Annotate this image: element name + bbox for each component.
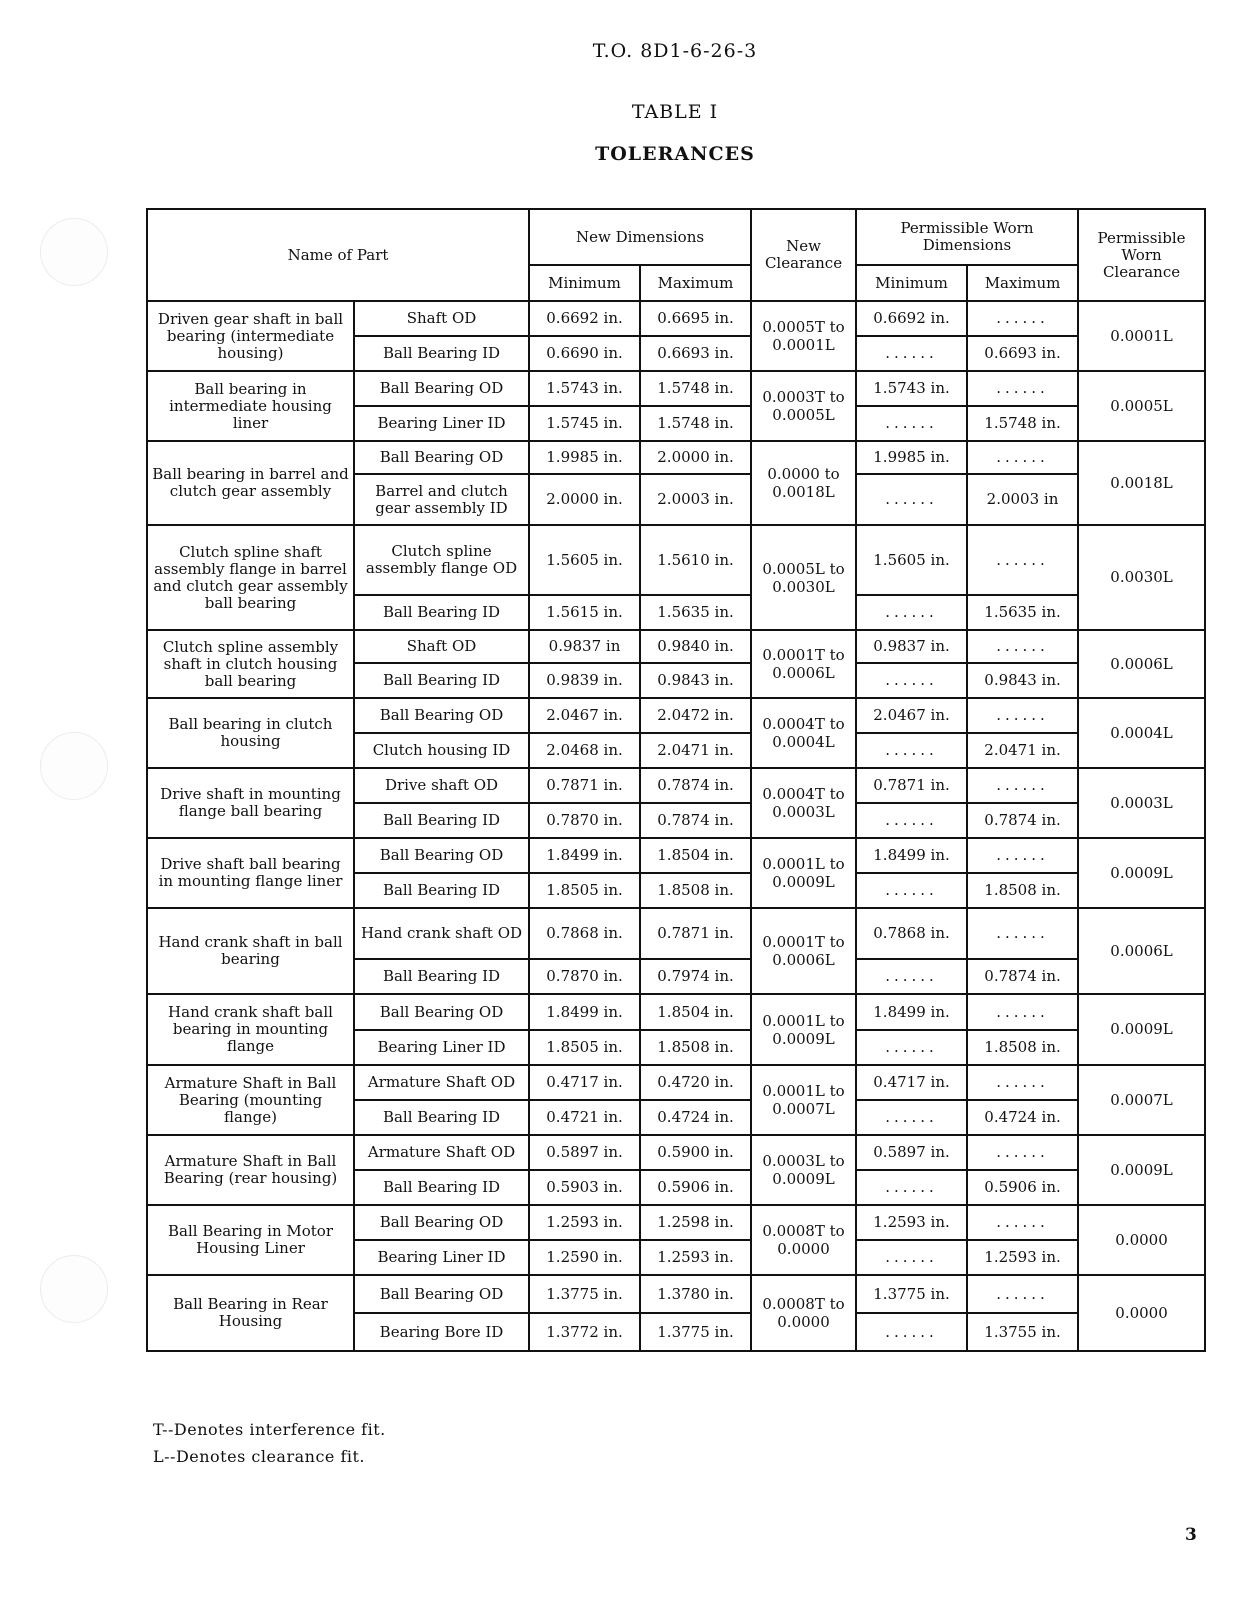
worn-maximum: 0.4724 in. bbox=[967, 1100, 1078, 1135]
new-clearance: 0.0000 to 0.0018L bbox=[751, 441, 856, 525]
header-new-maximum: Maximum bbox=[640, 265, 751, 301]
worn-maximum: 2.0003 in bbox=[967, 474, 1078, 525]
table-row bbox=[147, 994, 1205, 1030]
worn-maximum: ...... bbox=[967, 698, 1078, 733]
header-permissible-worn-dimensions: Permissible Worn Dimensions bbox=[856, 209, 1078, 265]
sub-part-name: Barrel and clutch gear assembly ID bbox=[354, 474, 529, 525]
new-maximum: 1.5610 in. bbox=[640, 525, 751, 595]
header-worn-minimum: Minimum bbox=[856, 265, 967, 301]
part-name: Ball Bearing in Rear Housing bbox=[147, 1275, 354, 1351]
new-maximum: 1.5748 in. bbox=[640, 371, 751, 406]
worn-clearance: 0.0000 bbox=[1078, 1205, 1205, 1275]
worn-minimum: 0.6692 in. bbox=[856, 301, 967, 336]
new-maximum: 0.6693 in. bbox=[640, 336, 751, 371]
part-name: Armature Shaft in Ball Bearing (rear housing) bbox=[147, 1135, 354, 1205]
sub-part-name: Clutch housing ID bbox=[354, 733, 529, 768]
binder-hole-middle bbox=[40, 732, 108, 800]
new-minimum: 0.7868 in. bbox=[529, 908, 640, 959]
sub-part-name: Ball Bearing OD bbox=[354, 838, 529, 873]
sub-part-name: Ball Bearing OD bbox=[354, 441, 529, 474]
part-name: Armature Shaft in Ball Bearing (mounting flange) bbox=[147, 1065, 354, 1135]
new-maximum: 2.0000 in. bbox=[640, 441, 751, 474]
worn-minimum: 1.8499 in. bbox=[856, 838, 967, 873]
table-row bbox=[147, 301, 1205, 336]
worn-minimum: ...... bbox=[856, 474, 967, 525]
worn-maximum: ...... bbox=[967, 1205, 1078, 1240]
new-maximum: 1.8504 in. bbox=[640, 838, 751, 873]
new-maximum: 0.7874 in. bbox=[640, 803, 751, 838]
part-name: Ball bearing in clutch housing bbox=[147, 698, 354, 768]
table-row bbox=[147, 838, 1205, 873]
sub-part-name: Ball Bearing ID bbox=[354, 336, 529, 371]
new-minimum: 2.0000 in. bbox=[529, 474, 640, 525]
new-minimum: 0.5903 in. bbox=[529, 1170, 640, 1205]
new-maximum: 1.3780 in. bbox=[640, 1275, 751, 1313]
sub-part-name: Bearing Liner ID bbox=[354, 406, 529, 441]
worn-minimum: ...... bbox=[856, 1240, 967, 1275]
part-name: Hand crank shaft in ball bearing bbox=[147, 908, 354, 994]
sub-part-name: Ball Bearing OD bbox=[354, 1275, 529, 1313]
sub-part-name: Armature Shaft OD bbox=[354, 1135, 529, 1170]
sub-part-name: Ball Bearing ID bbox=[354, 959, 529, 994]
new-maximum: 1.2593 in. bbox=[640, 1240, 751, 1275]
new-minimum: 0.6692 in. bbox=[529, 301, 640, 336]
new-minimum: 1.8505 in. bbox=[529, 1030, 640, 1065]
worn-maximum: ...... bbox=[967, 994, 1078, 1030]
worn-maximum: 1.8508 in. bbox=[967, 873, 1078, 908]
new-maximum: 0.4720 in. bbox=[640, 1065, 751, 1100]
table-row bbox=[147, 525, 1205, 595]
new-minimum: 0.7870 in. bbox=[529, 959, 640, 994]
new-minimum: 1.8499 in. bbox=[529, 838, 640, 873]
worn-maximum: 0.7874 in. bbox=[967, 959, 1078, 994]
worn-minimum: 0.4717 in. bbox=[856, 1065, 967, 1100]
header-new-dimensions: New Dimensions bbox=[529, 209, 751, 265]
new-minimum: 2.0467 in. bbox=[529, 698, 640, 733]
sub-part-name: Ball Bearing OD bbox=[354, 698, 529, 733]
new-clearance: 0.0004T to 0.0003L bbox=[751, 768, 856, 838]
new-minimum: 0.9837 in bbox=[529, 630, 640, 663]
page-number: 3 bbox=[1185, 1525, 1197, 1545]
new-maximum: 1.8508 in. bbox=[640, 1030, 751, 1065]
sub-part-name: Ball Bearing OD bbox=[354, 1205, 529, 1240]
worn-maximum: ...... bbox=[967, 441, 1078, 474]
table-row bbox=[147, 698, 1205, 733]
worn-maximum: ...... bbox=[967, 525, 1078, 595]
worn-minimum: 1.5605 in. bbox=[856, 525, 967, 595]
table-row bbox=[147, 371, 1205, 406]
new-clearance: 0.0001T to 0.0006L bbox=[751, 908, 856, 994]
new-minimum: 1.2590 in. bbox=[529, 1240, 640, 1275]
sub-part-name: Bearing Bore ID bbox=[354, 1313, 529, 1351]
sub-part-name: Bearing Liner ID bbox=[354, 1030, 529, 1065]
sub-part-name: Drive shaft OD bbox=[354, 768, 529, 803]
new-maximum: 0.5906 in. bbox=[640, 1170, 751, 1205]
new-minimum: 0.4721 in. bbox=[529, 1100, 640, 1135]
table-row bbox=[147, 1275, 1205, 1313]
new-maximum: 1.5748 in. bbox=[640, 406, 751, 441]
worn-clearance: 0.0003L bbox=[1078, 768, 1205, 838]
new-clearance: 0.0005T to 0.0001L bbox=[751, 301, 856, 371]
binder-hole-top bbox=[40, 218, 108, 286]
new-minimum: 1.2593 in. bbox=[529, 1205, 640, 1240]
worn-maximum: ...... bbox=[967, 1275, 1078, 1313]
new-minimum: 1.9985 in. bbox=[529, 441, 640, 474]
worn-minimum: 2.0467 in. bbox=[856, 698, 967, 733]
new-maximum: 0.7874 in. bbox=[640, 768, 751, 803]
worn-maximum: 0.6693 in. bbox=[967, 336, 1078, 371]
new-minimum: 1.3775 in. bbox=[529, 1275, 640, 1313]
new-maximum: 1.5635 in. bbox=[640, 595, 751, 630]
new-maximum: 1.2598 in. bbox=[640, 1205, 751, 1240]
worn-maximum: ...... bbox=[967, 1135, 1078, 1170]
worn-minimum: 1.3775 in. bbox=[856, 1275, 967, 1313]
worn-minimum: ...... bbox=[856, 873, 967, 908]
worn-clearance: 0.0009L bbox=[1078, 994, 1205, 1065]
header-worn-maximum: Maximum bbox=[967, 265, 1078, 301]
sub-part-name: Bearing Liner ID bbox=[354, 1240, 529, 1275]
worn-minimum: ...... bbox=[856, 1170, 967, 1205]
new-clearance: 0.0001L to 0.0009L bbox=[751, 994, 856, 1065]
worn-clearance: 0.0005L bbox=[1078, 371, 1205, 441]
worn-clearance: 0.0009L bbox=[1078, 838, 1205, 908]
worn-minimum: ...... bbox=[856, 1030, 967, 1065]
table-row bbox=[147, 1135, 1205, 1170]
worn-minimum: ...... bbox=[856, 1100, 967, 1135]
new-minimum: 1.5615 in. bbox=[529, 595, 640, 630]
worn-maximum: 1.3755 in. bbox=[967, 1313, 1078, 1351]
worn-maximum: ...... bbox=[967, 1065, 1078, 1100]
worn-maximum: ...... bbox=[967, 371, 1078, 406]
new-maximum: 0.5900 in. bbox=[640, 1135, 751, 1170]
new-maximum: 1.3775 in. bbox=[640, 1313, 751, 1351]
part-name: Clutch spline assembly shaft in clutch housing ball bearing bbox=[147, 630, 354, 698]
sub-part-name: Shaft OD bbox=[354, 630, 529, 663]
worn-minimum: 1.8499 in. bbox=[856, 994, 967, 1030]
part-name: Hand crank shaft ball bearing in mounting flange bbox=[147, 994, 354, 1065]
worn-minimum: 0.9837 in. bbox=[856, 630, 967, 663]
worn-clearance: 0.0007L bbox=[1078, 1065, 1205, 1135]
worn-maximum: ...... bbox=[967, 768, 1078, 803]
new-clearance: 0.0008T to 0.0000 bbox=[751, 1275, 856, 1351]
worn-clearance: 0.0001L bbox=[1078, 301, 1205, 371]
worn-clearance: 0.0030L bbox=[1078, 525, 1205, 630]
table-title: TABLE I bbox=[631, 101, 719, 123]
header-new-clearance: New Clearance bbox=[751, 209, 856, 301]
worn-minimum: 1.9985 in. bbox=[856, 441, 967, 474]
new-maximum: 2.0471 in. bbox=[640, 733, 751, 768]
part-name: Ball bearing in barrel and clutch gear assembly bbox=[147, 441, 354, 525]
new-minimum: 1.5743 in. bbox=[529, 371, 640, 406]
header-permissible-worn-clearance: Permissible Worn Clearance bbox=[1078, 209, 1205, 301]
tolerances-table bbox=[146, 208, 1206, 1352]
new-clearance: 0.0005L to 0.0030L bbox=[751, 525, 856, 630]
worn-minimum: ...... bbox=[856, 406, 967, 441]
table-row bbox=[147, 441, 1205, 474]
new-clearance: 0.0008T to 0.0000 bbox=[751, 1205, 856, 1275]
new-minimum: 1.3772 in. bbox=[529, 1313, 640, 1351]
worn-maximum: 1.5748 in. bbox=[967, 406, 1078, 441]
binder-hole-bottom bbox=[40, 1255, 108, 1323]
worn-maximum: ...... bbox=[967, 630, 1078, 663]
sub-part-name: Ball Bearing ID bbox=[354, 1170, 529, 1205]
table-row bbox=[147, 1205, 1205, 1240]
worn-maximum: ...... bbox=[967, 301, 1078, 336]
sub-part-name: Ball Bearing ID bbox=[354, 873, 529, 908]
sub-part-name: Ball Bearing ID bbox=[354, 663, 529, 698]
worn-maximum: 0.5906 in. bbox=[967, 1170, 1078, 1205]
new-clearance: 0.0001L to 0.0007L bbox=[751, 1065, 856, 1135]
new-maximum: 0.4724 in. bbox=[640, 1100, 751, 1135]
new-maximum: 0.9840 in. bbox=[640, 630, 751, 663]
note-clearance-fit: L--Denotes clearance fit. bbox=[153, 1447, 366, 1466]
worn-maximum: 0.7874 in. bbox=[967, 803, 1078, 838]
new-clearance: 0.0003L to 0.0009L bbox=[751, 1135, 856, 1205]
new-maximum: 0.6695 in. bbox=[640, 301, 751, 336]
document-number: T.O. 8D1-6-26-3 bbox=[592, 40, 758, 62]
sub-part-name: Hand crank shaft OD bbox=[354, 908, 529, 959]
worn-clearance: 0.0009L bbox=[1078, 1135, 1205, 1205]
new-minimum: 1.5605 in. bbox=[529, 525, 640, 595]
worn-minimum: 0.7871 in. bbox=[856, 768, 967, 803]
new-maximum: 1.8504 in. bbox=[640, 994, 751, 1030]
worn-minimum: ...... bbox=[856, 733, 967, 768]
new-maximum: 0.7974 in. bbox=[640, 959, 751, 994]
new-maximum: 1.8508 in. bbox=[640, 873, 751, 908]
new-clearance: 0.0001L to 0.0009L bbox=[751, 838, 856, 908]
worn-maximum: ...... bbox=[967, 838, 1078, 873]
new-minimum: 0.4717 in. bbox=[529, 1065, 640, 1100]
sub-part-name: Ball Bearing ID bbox=[354, 803, 529, 838]
worn-minimum: ...... bbox=[856, 663, 967, 698]
header-name-of-part: Name of Part bbox=[147, 209, 529, 301]
sub-part-name: Ball Bearing OD bbox=[354, 994, 529, 1030]
sub-part-name: Armature Shaft OD bbox=[354, 1065, 529, 1100]
worn-minimum: ...... bbox=[856, 959, 967, 994]
worn-clearance: 0.0006L bbox=[1078, 908, 1205, 994]
worn-minimum: ...... bbox=[856, 1313, 967, 1351]
part-name: Drive shaft ball bearing in mounting flange liner bbox=[147, 838, 354, 908]
sub-part-name: Ball Bearing ID bbox=[354, 595, 529, 630]
worn-maximum: 1.5635 in. bbox=[967, 595, 1078, 630]
worn-maximum: 1.2593 in. bbox=[967, 1240, 1078, 1275]
table-subtitle: TOLERANCES bbox=[595, 143, 755, 165]
new-minimum: 1.8499 in. bbox=[529, 994, 640, 1030]
new-minimum: 1.5745 in. bbox=[529, 406, 640, 441]
worn-maximum: 0.9843 in. bbox=[967, 663, 1078, 698]
table-body bbox=[147, 301, 1205, 1351]
worn-clearance: 0.0004L bbox=[1078, 698, 1205, 768]
worn-minimum: ...... bbox=[856, 595, 967, 630]
sub-part-name: Shaft OD bbox=[354, 301, 529, 336]
new-minimum: 0.7870 in. bbox=[529, 803, 640, 838]
part-name: Drive shaft in mounting flange ball bearing bbox=[147, 768, 354, 838]
worn-minimum: 0.5897 in. bbox=[856, 1135, 967, 1170]
new-minimum: 0.6690 in. bbox=[529, 336, 640, 371]
new-clearance: 0.0001T to 0.0006L bbox=[751, 630, 856, 698]
new-clearance: 0.0003T to 0.0005L bbox=[751, 371, 856, 441]
part-name: Driven gear shaft in ball bearing (intermediate housing) bbox=[147, 301, 354, 371]
part-name: Ball Bearing in Motor Housing Liner bbox=[147, 1205, 354, 1275]
table-row bbox=[147, 768, 1205, 803]
part-name: Clutch spline shaft assembly flange in barrel and clutch gear assembly ball bearing bbox=[147, 525, 354, 630]
sub-part-name: Ball Bearing ID bbox=[354, 1100, 529, 1135]
worn-clearance: 0.0006L bbox=[1078, 630, 1205, 698]
worn-clearance: 0.0018L bbox=[1078, 441, 1205, 525]
new-maximum: 0.9843 in. bbox=[640, 663, 751, 698]
note-interference-fit: T--Denotes interference fit. bbox=[153, 1420, 386, 1439]
worn-minimum: ...... bbox=[856, 336, 967, 371]
worn-maximum: 2.0471 in. bbox=[967, 733, 1078, 768]
new-clearance: 0.0004T to 0.0004L bbox=[751, 698, 856, 768]
new-minimum: 1.8505 in. bbox=[529, 873, 640, 908]
new-maximum: 2.0003 in. bbox=[640, 474, 751, 525]
part-name: Ball bearing in intermediate housing liner bbox=[147, 371, 354, 441]
worn-clearance: 0.0000 bbox=[1078, 1275, 1205, 1351]
new-minimum: 0.7871 in. bbox=[529, 768, 640, 803]
worn-minimum: 0.7868 in. bbox=[856, 908, 967, 959]
new-minimum: 2.0468 in. bbox=[529, 733, 640, 768]
worn-minimum: ...... bbox=[856, 803, 967, 838]
sub-part-name: Ball Bearing OD bbox=[354, 371, 529, 406]
worn-maximum: ...... bbox=[967, 908, 1078, 959]
worn-maximum: 1.8508 in. bbox=[967, 1030, 1078, 1065]
new-minimum: 0.5897 in. bbox=[529, 1135, 640, 1170]
new-maximum: 0.7871 in. bbox=[640, 908, 751, 959]
sub-part-name: Clutch spline assembly flange OD bbox=[354, 525, 529, 595]
table-row bbox=[147, 1065, 1205, 1100]
worn-minimum: 1.5743 in. bbox=[856, 371, 967, 406]
worn-minimum: 1.2593 in. bbox=[856, 1205, 967, 1240]
new-maximum: 2.0472 in. bbox=[640, 698, 751, 733]
header-new-minimum: Minimum bbox=[529, 265, 640, 301]
new-minimum: 0.9839 in. bbox=[529, 663, 640, 698]
table-row bbox=[147, 630, 1205, 663]
table-row bbox=[147, 908, 1205, 959]
